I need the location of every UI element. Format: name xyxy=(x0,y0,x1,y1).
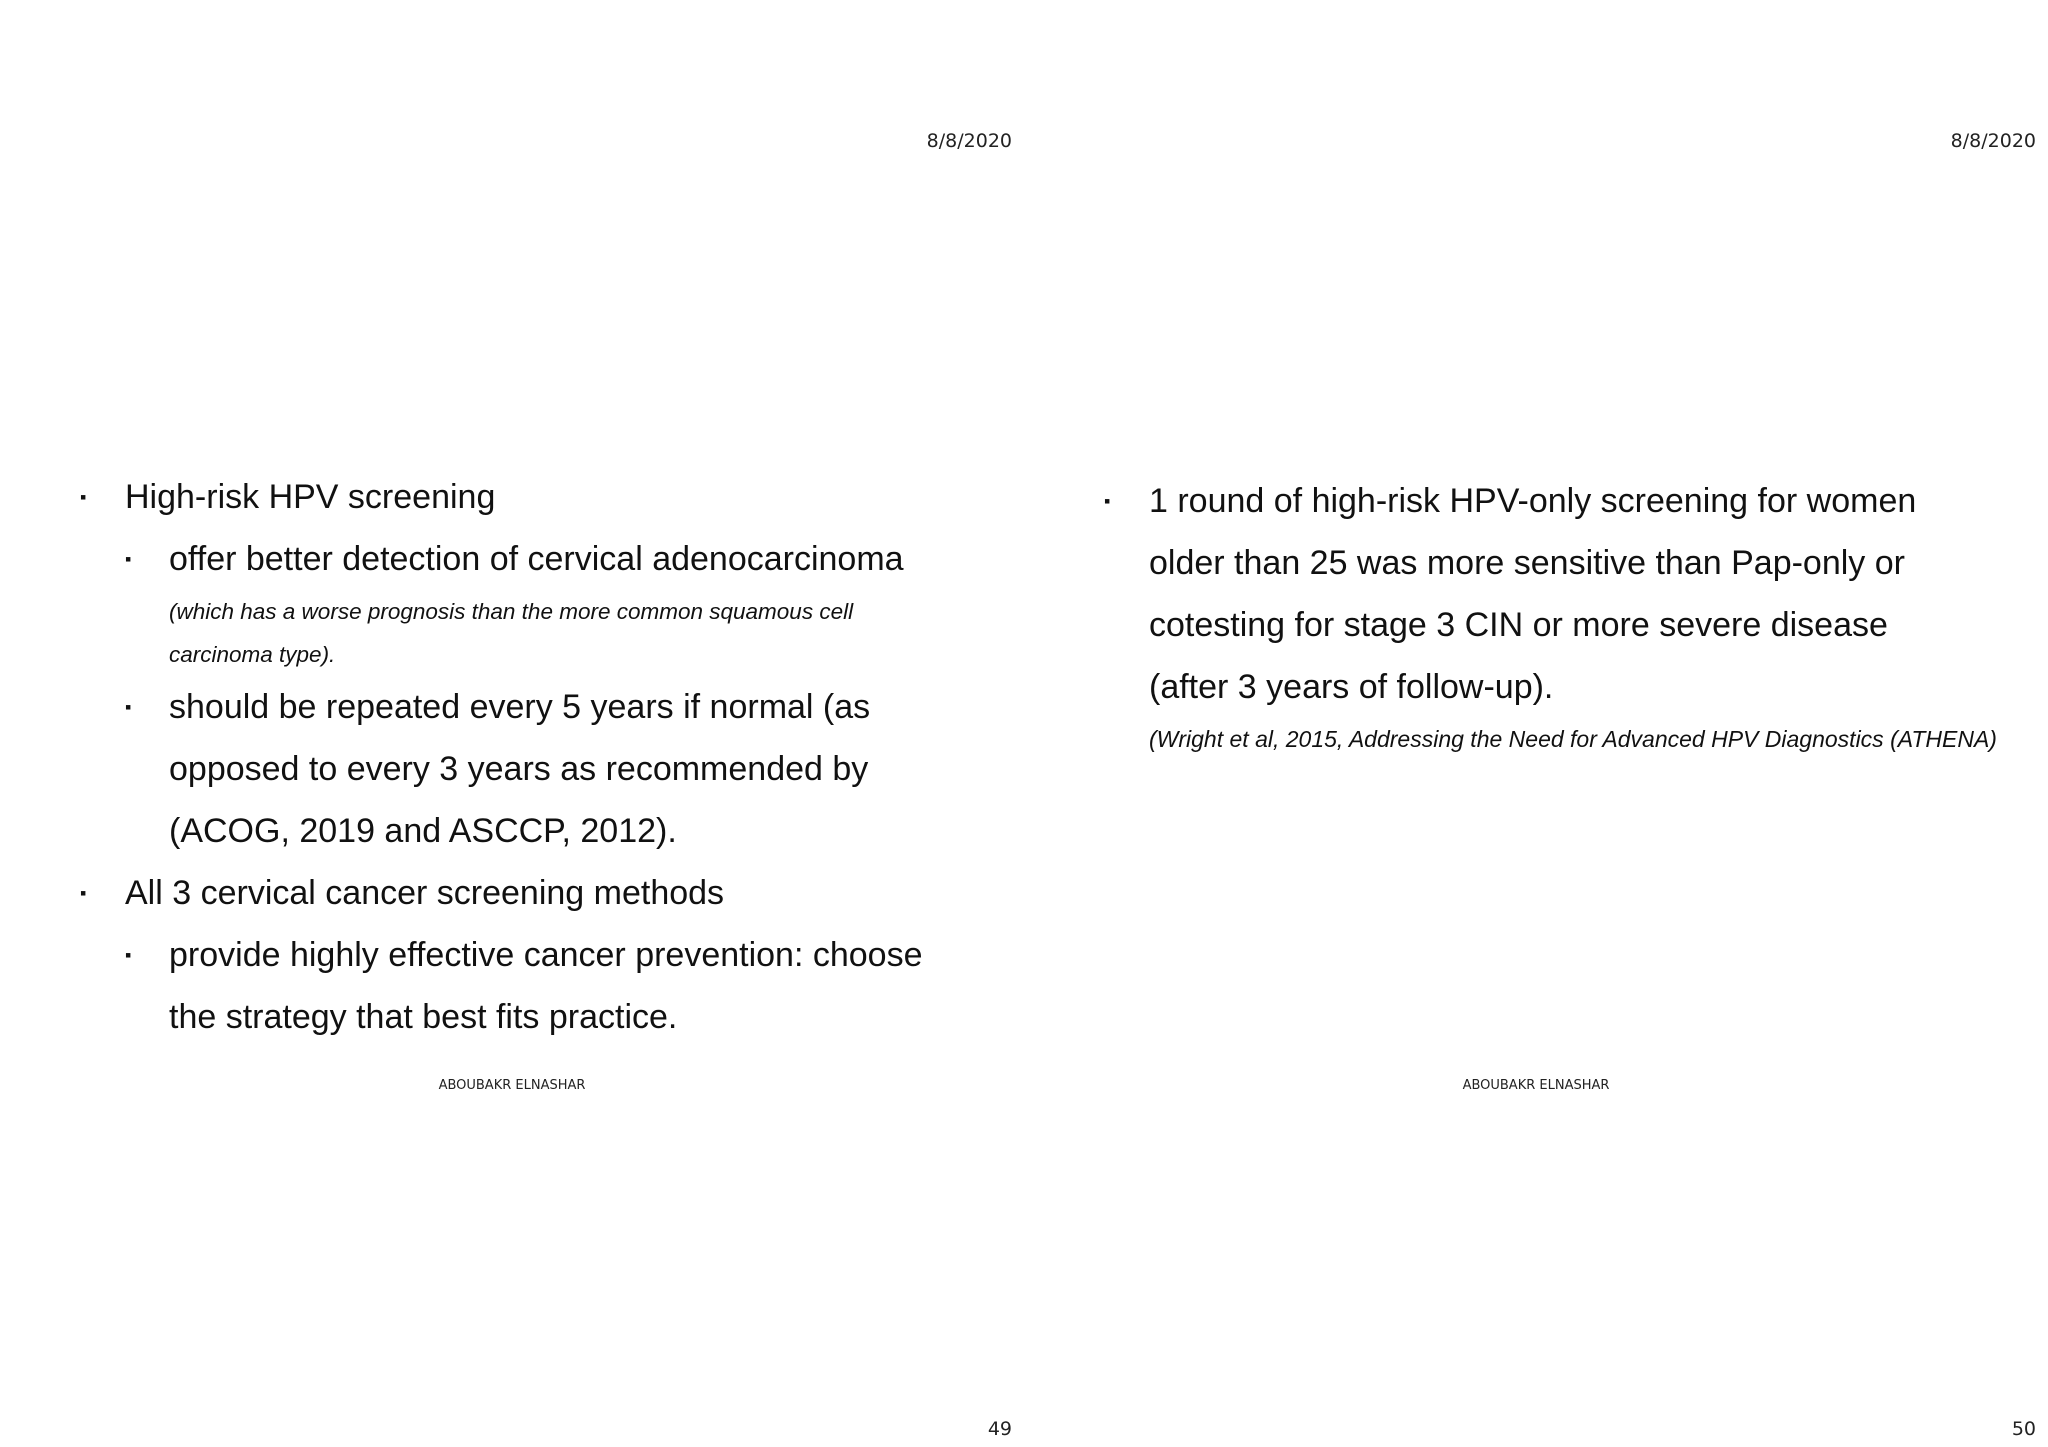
citation-note: (Wright et al, 2015, Addressing the Need for Advanced HPV Diagnostics (ATHENA) xyxy=(1149,726,1997,752)
list-item xyxy=(80,528,1000,676)
square-bullet-icon: ▪ xyxy=(1104,491,1111,511)
bullet-text: 1 round of high-risk HPV-only screening for women older than 25 was more sensitive than Pap-only or cotesting for stage 3 CIN or more severe disease (after 3 years of follow-up). xyxy=(1149,482,1917,706)
bullet-text: High-risk HPV screening xyxy=(125,478,496,516)
list-item xyxy=(80,862,1000,1048)
list-item xyxy=(80,676,1000,862)
slide-content xyxy=(1104,470,2024,761)
slide-date: 8/8/2020 xyxy=(926,130,1012,152)
bullet-text: All 3 cervical cancer screening methods xyxy=(125,874,725,912)
page-number: 50 xyxy=(2011,1418,2036,1440)
sub-bullet-list xyxy=(80,924,1000,1048)
sub-bullet-text: offer better detection of cervical adenocarcinoma xyxy=(169,540,904,578)
list-item xyxy=(80,466,1000,862)
square-bullet-icon: ▪ xyxy=(80,883,87,903)
sub-bullet-text: provide highly effective cancer prevention: choose the strategy that best fits practice. xyxy=(169,936,923,1036)
list-item xyxy=(80,924,1000,1048)
bullet-list xyxy=(1104,470,2024,761)
list-item xyxy=(1104,470,2024,761)
bullet-list xyxy=(80,466,1000,1048)
sub-bullet-list xyxy=(80,528,1000,862)
sub-bullet-text: should be repeated every 5 years if normal (as opposed to every 3 years as recommended by (ACOG, 2019 and ASCCP, 2012). xyxy=(169,688,871,850)
square-bullet-icon: ▪ xyxy=(125,697,132,717)
square-bullet-icon: ▪ xyxy=(80,487,87,507)
italic-note: (which has a worse prognosis than the more common squamous cell carcinoma type). xyxy=(169,599,854,667)
square-bullet-icon: ▪ xyxy=(125,945,132,965)
square-bullet-icon: ▪ xyxy=(125,549,132,569)
slide-content xyxy=(80,466,1000,1048)
slide-page-50 xyxy=(1024,0,2048,1447)
page-number: 49 xyxy=(987,1418,1012,1440)
slide-footer: ABOUBAKR ELNASHAR xyxy=(438,1078,586,1093)
slide-date: 8/8/2020 xyxy=(1950,130,2036,152)
slide-footer: ABOUBAKR ELNASHAR xyxy=(1462,1078,1610,1093)
